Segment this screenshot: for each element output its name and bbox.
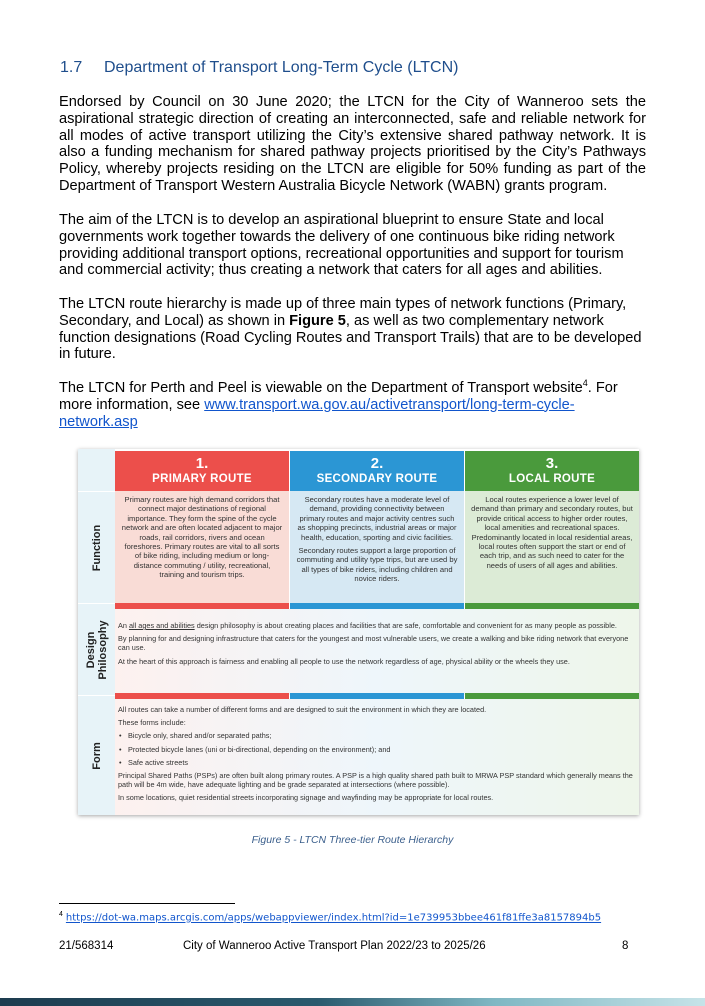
paragraph-endorsed: Endorsed by Council on 30 June 2020; the LTCN for the City of Wanneroo sets the aspirational strategic direction of creating an interconnected, safe and reliable network for all modes of active transport utilizing the City’s extensive shared pathway network. It is also a funding mechanism for shared pathway projects prioritised by the City’s Pathways Policy, whereby projects residing on the LTCN are eligible for 50% funding as part of the Department of Transport Western Australia Bicycle Network (WABN) grants program. <box>59 94 646 194</box>
footnote-reference[interactable]: 4 <box>582 378 588 389</box>
form-bullet: • Bicycle only, shared and/or separated paths; <box>118 731 634 740</box>
footnote-link[interactable]: https://dot-wa.maps.arcgis.com/apps/webappviewer/index.html?id=1e739953bbee461f81ffe3a8157894b5 <box>65 912 602 924</box>
form-text: All routes can take a number of different forms and are designed to suit the environment in which they are located. These forms include: • Bicycle only, shared and/or separated paths; • Protected bicycle lanes (uni or bi-directional, depending on the environment); and • Safe active streets Principal Shared Paths (PSPs) are often built along primary routes. A PSP is a high quality shared path built to MRWA PSP standard which generally means the path will be 4m wide, have adequate lighting and be grade separated at intersections (where possible). In some locations, quiet residential streets incorporating signage and wayfinding may be appropriate for local routes. <box>118 705 634 807</box>
local-route-header: 3. LOCAL ROUTE <box>465 451 639 491</box>
figure-corner <box>78 449 115 491</box>
footer-decoration-bar <box>0 998 705 1006</box>
figure-caption: Figure 5 - LTCN Three-tier Route Hierarchy <box>251 834 454 846</box>
secondary-route-header: 2. SECONDARY ROUTE <box>290 451 464 491</box>
page-number: 8 <box>622 940 629 952</box>
route-hierarchy-figure <box>78 449 639 815</box>
figure-reference: Figure 5 <box>289 312 346 329</box>
form-bullet: • Protected bicycle lanes (uni or bi-directional, depending on the environment); and <box>118 745 634 754</box>
footnote: $^4$ https://dot-wa.maps.arcgis.com/apps/webappviewer/index.html?id=1e739953bbee461f81ffe3a8157894b5 <box>59 911 602 924</box>
form-row-label: Form <box>78 695 115 815</box>
local-function-cell: Local routes experience a lower level of demand than primary and secondary routes, but provide critical access to higher order routes, local amenities and recreational spaces. Predominantly located in local residential areas, local routes often support the start or end of each trip, and as such need to cater for the needs of users of all ages and abilities. <box>465 491 639 603</box>
function-row-label: Function <box>78 491 115 603</box>
section-heading <box>60 59 458 77</box>
footer-title: City of Wanneroo Active Transport Plan 2022/23 to 2025/26 <box>183 940 486 952</box>
ltcn-link[interactable]: www.transport.wa.gov.au/activetransport/long-term-cycle-network.asp <box>59 396 575 430</box>
paragraph-website: The LTCN for Perth and Peel is viewable on the Department of Transport website$^4$. For more information, see www.transport.wa.gov.au/activetransport/long-term-cycle-network.asp <box>59 378 618 430</box>
secondary-function-cell: Secondary routes have a moderate level of demand, providing connectivity between primary routes and major activity centres such as shopping precincts, industrial areas or major health, education, sporting and civic facilities. Secondary routes support a large proportion of commuting and utility type trips, but are used by all types of bike riders, including children and novice riders. <box>290 491 464 603</box>
primary-route-header: 1. PRIMARY ROUTE <box>115 451 289 491</box>
primary-function-cell: Primary routes are high demand corridors that connect major destinations of regional importance. They form the spine of the cycle network and are often located adjacent to major roads, rail corridors, rivers and ocean foreshores. Primary routes are vital to all sorts of bike riding, including medium or long-distance commuting / utility, recreational, training and tourism trips. <box>115 491 289 603</box>
design-philosophy-row-label: Design Philosophy <box>78 603 115 695</box>
section-number: 1.7 <box>60 59 83 76</box>
design-philosophy-text: An all ages and abilities design philosophy is about creating places and facilities that are safe, comfortable and convenient for as many people as possible. By planning for and designing infrastructure that caters for the youngest and most vulnerable users, we create a walking and bike riding network that everyone can use. At the heart of this approach is fairness and enabling all people to use the network regardless of age, physical ability or the wheels they use. <box>118 621 629 666</box>
section-title: Department of Transport Long-Term Cycle (LTCN) <box>104 59 459 76</box>
paragraph-hierarchy: The LTCN route hierarchy is made up of three main types of network functions (Primary, Secondary, and Local) as shown in Figure 5, as well as two complementary network function designations (Road Cycling Routes and Transport Trails) that are to be developed in future. <box>59 296 642 363</box>
footer-doc-id: 21/568314 <box>59 940 114 952</box>
footnote-divider <box>59 903 235 904</box>
paragraph-aim: The aim of the LTCN is to develop an aspirational blueprint to ensure State and local governments work together towards the delivery of one continuous bike riding network providing additional transport options, recreational opportunities and support for tourism and commercial activity; thus creating a network that caters for all ages and abilities. <box>59 212 624 279</box>
form-bullet: • Safe active streets <box>118 758 634 767</box>
